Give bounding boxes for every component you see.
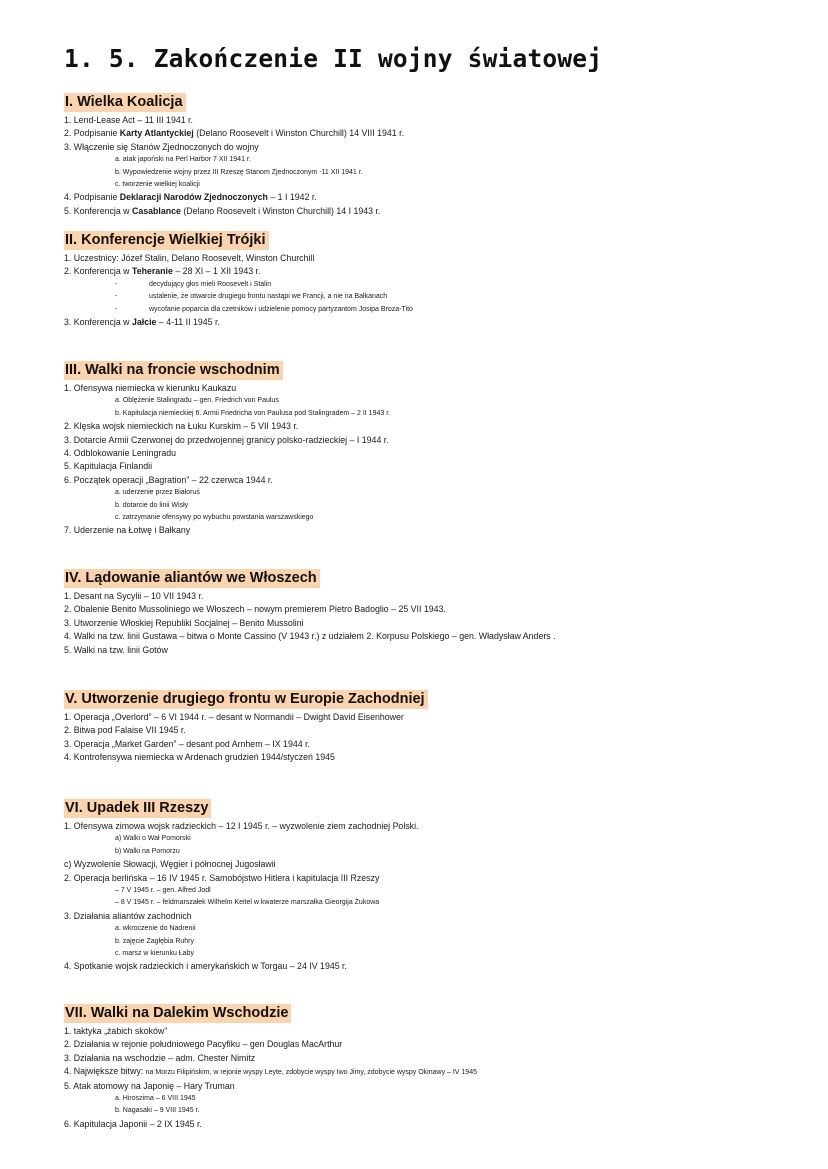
item-text: decydujący głos mieli Roosevelt i Stalin — [149, 280, 272, 288]
bullet-marker: - — [115, 293, 118, 301]
sub-list-item — [64, 279, 413, 291]
sub-list-item — [64, 1105, 477, 1117]
item-text: b) Walki na Pomorzu — [115, 847, 180, 855]
item-text: 5. Konferencja w — [64, 205, 132, 216]
item-text: 1. Ofensywa niemiecka w kierunku Kaukazu — [64, 383, 237, 393]
sub-list-item — [64, 487, 390, 499]
sub-list-item — [64, 167, 404, 179]
list-item — [64, 141, 404, 154]
item-text: – 7 V 1945 r. – gen. Alfred Jodl — [115, 887, 211, 895]
item-text: a. uderzenie przez Białoruś — [115, 489, 200, 497]
item-text: 6. Kapitulacja Japonii – 2 IX 1945 r. — [64, 1118, 202, 1129]
sub-list-item — [64, 304, 413, 316]
section-heading: VI. Upadek III Rzeszy — [64, 799, 211, 818]
section-6 — [64, 799, 418, 974]
list-item — [64, 524, 390, 537]
item-text: – 1 I 1942 r. — [267, 192, 317, 203]
section-7 — [64, 1004, 477, 1131]
item-text: 1. Operacja „Overlord” – 6 VI 1944 r. – desant w Normandii – Dwight David Eisenhower — [64, 712, 404, 722]
item-text: 2. Konferencja w — [64, 266, 132, 277]
item-text: 2. Działania w rejonie południowego Pacyfiku – gen Douglas MacArthur — [64, 1039, 343, 1050]
section-3 — [64, 361, 390, 538]
item-text: 3. Działania na wschodzie – adm. Chester Nimitz — [64, 1052, 256, 1063]
list-item — [64, 127, 404, 140]
sub-list-item — [64, 897, 418, 909]
bold-term: Casablance — [131, 205, 181, 216]
list-item — [64, 603, 556, 616]
list-item — [64, 316, 413, 329]
item-text: 3. Konferencja w — [64, 317, 132, 328]
sub-list-item — [64, 179, 404, 191]
item-text: 4. Odblokowanie Leningradu — [64, 448, 176, 459]
list-item — [64, 191, 404, 204]
item-text: 3. Włączenie się Stanów Zjednoczonych do wojny — [64, 141, 259, 152]
list-item — [64, 1118, 477, 1131]
list-item — [64, 724, 428, 737]
list-item — [64, 872, 418, 885]
item-text: a. wkroczenie do Nadrenii — [115, 925, 196, 933]
item-text: na Morzu Filipińskim, w rejonie wyspy Leyte, zdobycie wyspy Iwo Jimy, zdobycie wyspy Okinawy – IV 1945 — [145, 1069, 477, 1077]
item-text: a. Hiroszima – 6 VIII 1945 — [115, 1095, 196, 1103]
item-text: c) Wyzwolenie Słowacji, Węgier i północnej Jugosławii — [64, 859, 276, 870]
bold-term: Karty Atlantyckiej — [119, 128, 194, 139]
bold-term: Teheranie — [131, 266, 173, 277]
item-text: – 8 V 1945 r. – feldmarszałek Wilhelm Keitel w kwaterze marszałka Gieorgija Żukowa — [115, 899, 380, 907]
item-text: 1. Ofensywa zimowa wojsk radzieckich – 12 I 1945 r. – wyzwolenie ziem zachodniej Polski. — [64, 821, 419, 831]
section-heading: I. Wielka Koalicja — [64, 93, 186, 112]
section-heading: III. Walki na froncie wschodnim — [64, 361, 283, 380]
item-text: a. Oblężenie Stalingradu – gen. Friedrich von Paulus — [115, 397, 279, 405]
list-item — [64, 434, 390, 447]
item-text: 5. Kapitulacja Finlandii — [64, 461, 153, 472]
item-text: 3. Operacja „Market Garden” – desant pod Arnhem – IX 1944 r. — [64, 738, 310, 749]
sub-list-item — [64, 291, 413, 303]
item-text: c. tworzenie wielkiej koalicji — [115, 181, 200, 189]
item-text: wycofanie poparcia dla czetników i udzielenie pomocy partyzantom Josipa Broza-Tito — [149, 305, 413, 313]
sub-list-item — [64, 833, 418, 845]
item-text: 3. Utworzenie Włoskiej Republiki Socjalnej – Benito Mussolini — [64, 617, 304, 628]
list-item — [64, 820, 418, 833]
list-item — [64, 910, 418, 923]
item-text: 5. Walki na tzw. linii Gotów — [64, 644, 168, 655]
item-text: 4. Kontrofensywa niemiecka w Ardenach grudzień 1944/styczeń 1945 — [64, 752, 335, 763]
section-2 — [64, 231, 413, 329]
item-text: 3. Działania aliantów zachodnich — [64, 910, 192, 921]
list-item — [64, 1052, 477, 1065]
section-heading: II. Konferencje Wielkiej Trójki — [64, 231, 269, 250]
item-text: a) Walki o Wał Pomorski — [115, 835, 191, 843]
list-item — [64, 630, 556, 643]
bold-term: Jałcie — [131, 317, 157, 328]
item-text: 1. Desant na Sycylii – 10 VII 1943 r. — [64, 591, 204, 601]
sub-list-item — [64, 936, 418, 948]
sub-list-item — [64, 512, 390, 524]
item-text: 1. taktyka „żabich skoków” — [64, 1026, 168, 1036]
item-text: 2. Bitwa pod Falaise VII 1945 r. — [64, 725, 186, 736]
list-item — [64, 960, 418, 973]
list-item — [64, 738, 428, 751]
item-text: 4. Największe bitwy: — [64, 1066, 146, 1077]
sub-list-item — [64, 408, 390, 420]
item-text: 6. Początek operacji „Bagration” – 22 czerwca 1944 r. — [64, 474, 273, 485]
item-text: b. Wypowiedzenie wojny przez III Rzeszę Stanom Zjednoczonym -11 XII 1941 r. — [115, 168, 363, 176]
item-text: 2. Klęska wojsk niemieckich na Łuku Kurskim – 5 VII 1943 r. — [64, 421, 299, 432]
item-text: b. Kapitulacja niemieckiej 6. Armii Friedricha von Paulusa pod Stalingradem – 2 II 1943 r. — [115, 409, 391, 417]
bullet-marker: - — [115, 305, 118, 313]
list-item — [64, 114, 404, 127]
list-item — [64, 644, 556, 657]
sub-list-item — [64, 923, 418, 935]
list-item — [64, 1080, 477, 1093]
item-text: 2. Podpisanie — [64, 128, 120, 139]
page-title: 1. 5. Zakończenie II wojny światowej — [64, 44, 603, 73]
item-text: c. marsz w kierunku Łaby — [115, 950, 194, 958]
item-text: b. Nagasaki – 9 VIII 1945 r. — [115, 1107, 200, 1115]
item-text: 4. Walki na tzw. linii Gustawa – bitwa o Monte Cassino (V 1943 r.) z udziałem 2. Korpusu Polskiego – gen. Władysław Anders . — [64, 631, 556, 642]
item-text: 7. Uderzenie na Łotwę i Bałkany — [64, 525, 191, 536]
list-item — [64, 1038, 477, 1051]
list-item — [64, 252, 413, 265]
item-text: (Delano Roosevelt i Winston Churchill) 14 I 1943 r. — [180, 205, 381, 216]
section-1 — [64, 93, 404, 218]
sub-list-item — [64, 1093, 477, 1105]
item-text: c. zatrzymanie ofensywy po wybuchu powstania warszawskiego — [115, 514, 314, 522]
section-heading: IV. Lądowanie aliantów we Włoszech — [64, 569, 320, 588]
section-5 — [64, 690, 428, 765]
list-item — [64, 460, 390, 473]
list-item — [64, 751, 428, 764]
item-text: 5. Atak atomowy na Japonię – Hary Truman — [64, 1080, 235, 1091]
list-item — [64, 1025, 477, 1038]
item-text: 4. Spotkanie wojsk radzieckich i amerykańskich w Torgau – 24 IV 1945 r. — [64, 961, 347, 972]
list-item — [64, 265, 413, 278]
list-item — [64, 382, 390, 395]
list-item — [64, 420, 390, 433]
list-item — [64, 1065, 477, 1079]
item-text: 2. Obalenie Benito Mussoliniego we Włoszech – nowym premierem Pietro Badoglio – 25 VII 1943. — [64, 604, 446, 615]
item-text: 3. Dotarcie Armii Czerwonej do przedwojennej granicy polsko-radzieckiej – I 1944 r. — [64, 434, 389, 445]
item-text: – 28 XI – 1 XII 1943 r. — [172, 266, 261, 277]
sub-list-item — [64, 395, 390, 407]
list-item — [64, 447, 390, 460]
sub-list-item — [64, 846, 418, 858]
section-4 — [64, 569, 556, 657]
item-text: ustalenie, że otwarcie drugiego frontu nastąpi we Francji, a nie na Bałkanach — [149, 293, 388, 301]
item-text: – 4-11 II 1945 r. — [156, 317, 220, 328]
sub-list-item — [64, 948, 418, 960]
sub-list-item — [64, 500, 390, 512]
sub-list-item — [64, 154, 404, 166]
sub-list-item — [64, 885, 418, 897]
item-text: 1. Uczestnicy: Józef Stalin, Delano Roosevelt, Winston Churchill — [64, 253, 315, 263]
list-item — [64, 590, 556, 603]
section-heading: V. Utworzenie drugiego frontu w Europie Zachodniej — [64, 690, 428, 709]
item-text: b. dotarcie do linii Wisły — [115, 501, 189, 509]
item-text: (Delano Roosevelt i Winston Churchill) 14 VIII 1941 r. — [193, 128, 405, 139]
item-text: a. atak japoński na Perl Harbor 7 XII 1941 r. — [115, 156, 251, 164]
item-text: 2. Operacja berlińska – 16 IV 1945 r. Samobójstwo Hitlera i kapitulacja III Rzeszy — [64, 872, 380, 883]
item-text: b. zajęcie Zagłębia Ruhry — [115, 937, 194, 945]
item-text: 1. Lend-Lease Act – 11 III 1941 r. — [64, 115, 193, 125]
list-item — [64, 617, 556, 630]
list-item — [64, 711, 428, 724]
item-text: 4. Podpisanie — [64, 192, 120, 203]
section-heading: VII. Walki na Dalekim Wschodzie — [64, 1004, 291, 1023]
list-item — [64, 205, 404, 218]
bullet-marker: - — [115, 280, 118, 288]
list-item — [64, 858, 418, 871]
list-item — [64, 474, 390, 487]
bold-term: Deklaracji Narodów Zjednoczonych — [119, 192, 268, 203]
